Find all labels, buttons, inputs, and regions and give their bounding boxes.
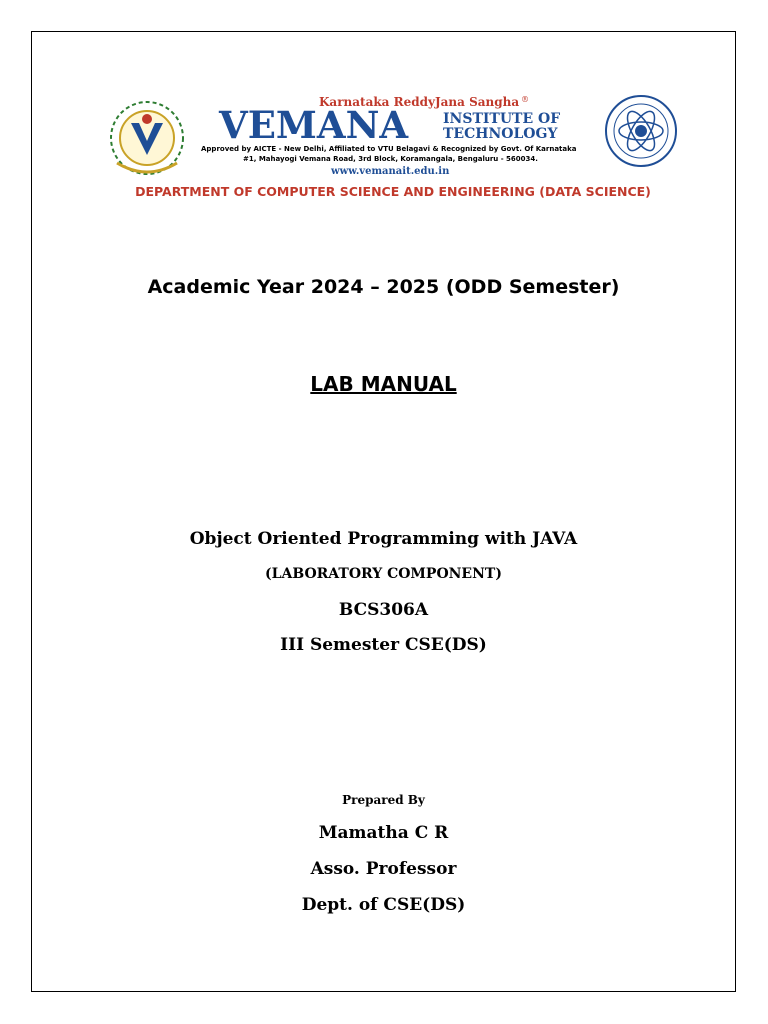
registered-mark: ® — [521, 95, 529, 104]
course-semester: III Semester CSE(DS) — [280, 635, 487, 655]
website-text: www.vemanait.edu.in — [331, 166, 450, 177]
author-designation: Asso. Professor — [310, 859, 457, 879]
document-type-title: LAB MANUAL — [310, 372, 457, 396]
department-heading: DEPARTMENT OF COMPUTER SCIENCE AND ENGINEERING (DATA SCIENCE) — [135, 184, 651, 199]
address-text: #1, Mahayogi Vemana Road, 3rd Block, Koramangala, Bengaluru - 560034. — [243, 155, 538, 163]
prepared-by-label: Prepared By — [342, 793, 425, 807]
society-name: Karnataka ReddyJana Sangha — [319, 95, 520, 109]
academic-year: Academic Year 2024 – 2025 (ODD Semester) — [147, 276, 620, 298]
department-emblem — [606, 96, 676, 166]
course-title: Object Oriented Programming with JAVA — [189, 529, 578, 549]
institute-banner — [91, 93, 695, 205]
author-name: Mamatha C R — [318, 823, 449, 843]
author-department: Dept. of CSE(DS) — [301, 895, 466, 915]
institute-name-line1: INSTITUTE OF — [443, 111, 561, 127]
course-code: BCS306A — [338, 600, 429, 620]
institute-logo — [111, 102, 183, 174]
approval-text: Approved by AICTE - New Delhi, Affiliated to VTU Belagavi & Recognized by Govt. Of Karnataka — [201, 145, 577, 153]
institute-name-line2: TECHNOLOGY — [443, 126, 558, 142]
institute-short-name: VEMANA — [219, 103, 409, 147]
course-component: (LABORATORY COMPONENT) — [265, 566, 502, 582]
